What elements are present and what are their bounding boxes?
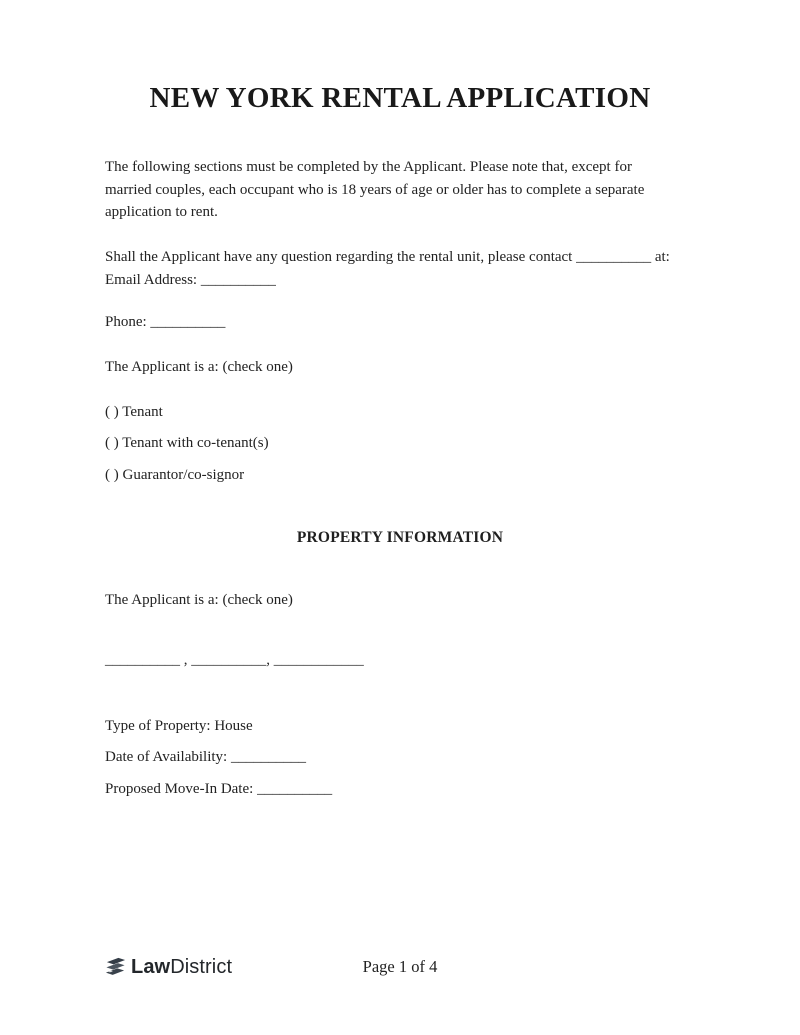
address-blank-3[interactable]: ____________ — [273, 652, 364, 668]
property-address-blanks — [105, 652, 364, 669]
checkbox-option-tenant[interactable] — [105, 404, 163, 421]
intro-paragraph — [105, 156, 644, 224]
email-label: Email Address: — [105, 272, 198, 288]
date-of-availability-field — [105, 749, 306, 766]
checkbox-option-guarantor[interactable] — [105, 467, 244, 484]
intro-line-3: application to rent. — [105, 204, 218, 220]
checkbox-option-tenant-with-cotenants[interactable] — [105, 435, 269, 452]
property-type-prompt: The Applicant is a: (check one) — [105, 592, 293, 608]
move-in-date-label: Proposed Move-In Date: — [105, 781, 254, 797]
phone-line — [105, 314, 225, 331]
address-separator-2: , — [266, 652, 274, 668]
document-title: NEW YORK RENTAL APPLICATION — [149, 82, 651, 114]
address-blank-1[interactable]: __________ — [105, 652, 180, 668]
contact-text-after: at: — [654, 249, 670, 265]
contact-section — [105, 246, 670, 292]
type-of-property-label: Type of Property: — [105, 718, 211, 734]
checkbox-marker[interactable]: ( ) — [105, 404, 119, 420]
address-blank-2[interactable]: __________ — [191, 652, 267, 668]
move-in-date-field — [105, 781, 332, 798]
email-blank[interactable]: __________ — [200, 272, 276, 288]
email-line — [105, 269, 670, 292]
contact-name-blank[interactable]: __________ — [576, 249, 652, 265]
type-of-property-field — [105, 718, 253, 735]
property-information-heading: PROPERTY INFORMATION — [296, 529, 504, 546]
address-separator-1: , — [180, 652, 192, 668]
option-label: Tenant — [122, 404, 163, 420]
contact-line — [105, 246, 670, 269]
option-label: Guarantor/co-signor — [122, 467, 245, 483]
date-of-availability-label: Date of Availability: — [105, 749, 228, 765]
phone-label: Phone: — [105, 314, 147, 330]
logo-text-district: District — [170, 956, 233, 978]
date-of-availability-blank[interactable]: __________ — [230, 749, 306, 765]
checkbox-marker[interactable]: ( ) — [105, 435, 119, 451]
applicant-type-prompt: The Applicant is a: (check one) — [105, 359, 293, 375]
contact-text: Shall the Applicant have any question regarding the rental unit, please contact — [105, 249, 573, 265]
page-indicator: Page 1 of 4 — [362, 957, 438, 976]
checkbox-marker[interactable]: ( ) — [105, 467, 119, 483]
option-label: Tenant with co-tenant(s) — [122, 435, 269, 451]
logo-text-law: Law — [131, 956, 171, 978]
move-in-date-blank[interactable]: __________ — [257, 781, 333, 797]
type-of-property-value: House — [214, 718, 253, 734]
intro-line-1: The following sections must be completed by the Applicant. Please note that, except for — [105, 159, 632, 175]
phone-blank[interactable]: __________ — [150, 314, 226, 330]
intro-line-2: married couples, each occupant who is 18 years of age or older has to complete a separate — [105, 181, 645, 198]
